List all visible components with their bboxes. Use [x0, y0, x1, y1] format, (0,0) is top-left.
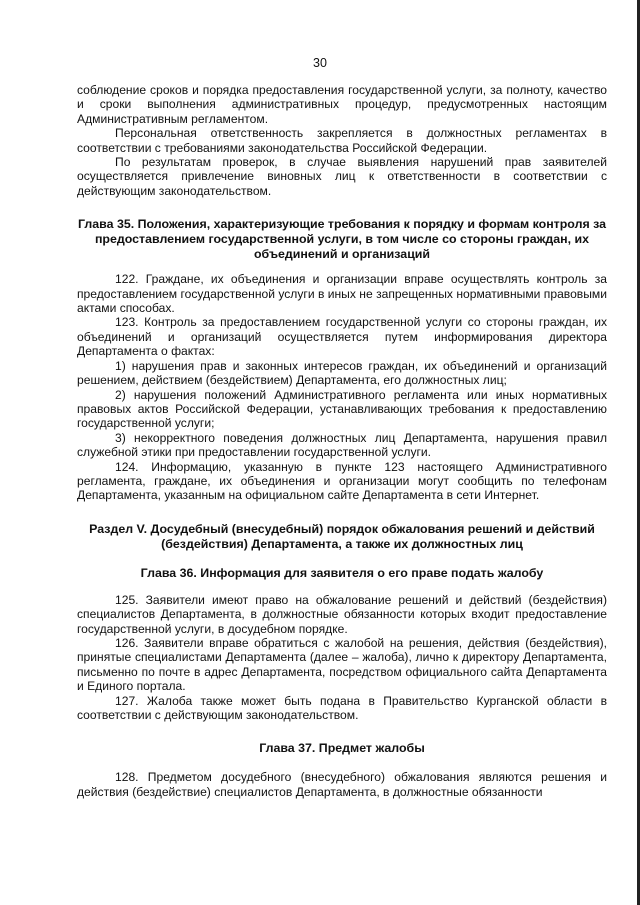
- paragraph-122: 122. Граждане, их объединения и организации вправе осуществлять контроль за предоставлением государственной услуги в иных не запрещенных нормативными правовыми актами способах.: [77, 272, 607, 316]
- page-number: 30: [313, 56, 327, 70]
- paragraph-127: 127. Жалоба также может быть подана в Правительство Курганской области в соответствии с действующим законодательством.: [77, 693, 607, 722]
- chapter-heading-37: Глава 37. Предмет жалобы: [259, 741, 425, 756]
- list-item-2: 2) нарушения положений Административного регламента или иных нормативных правовых актов Российской Федерации, устанавливающих требования к предоставлению государственной услуги;: [77, 387, 607, 431]
- section-heading-v: Раздел V. Досудебный (внесудебный) порядок обжалования решений и действий (бездействия) Департамента, а также их должностных лиц: [89, 521, 595, 551]
- paragraph: По результатам проверок, в случае выявления нарушений прав заявителей осуществляется привлечение виновных лиц к ответственности в соответствии с действующим законодательством.: [77, 155, 607, 198]
- paragraph: соблюдение сроков и порядка предоставления государственной услуги, за полноту, качество и сроки выполнения административных процедур, предусмотренных настоящим Административным регламентом.: [77, 83, 607, 126]
- list-item-1: 1) нарушения прав и законных интересов граждан, их объединений и организаций решением, действием (бездействием) Департамента, его должностных лиц;: [77, 358, 607, 388]
- document-body: [77, 83, 607, 799]
- paragraph: Персональная ответственность закрепляется в должностных регламентах в соответствии с требованиями законодательства Российской Федерации.: [77, 126, 607, 155]
- chapter-heading-36: Глава 36. Информация для заявителя о его праве подать жалобу: [140, 565, 544, 580]
- paragraph-128: 128. Предметом досудебного (внесудебного) обжалования являются решения и действия (бездействие) специалистов Департамента, в должностные обязанности: [77, 770, 607, 799]
- list-item-3: 3) некорректного поведения должностных лиц Департамента, нарушения правил служебной этики при предоставлении государственной услуги.: [77, 430, 607, 460]
- chapter-heading-35: Глава 35. Положения, характеризующие требования к порядку и формам контроля за предоставлением государственной услуги, в том числе со стороны граждан, их объединений и организаций: [77, 217, 606, 262]
- paragraph-125: 125. Заявители имеют право на обжалование решений и действий (бездействия) специалистов Департамента, в должностные обязанности которых входит предоставление государственной услуги, в досудебном порядке.: [77, 592, 607, 636]
- paragraph-123: 123. Контроль за предоставлением государственной услуги со стороны граждан, их объединений и организаций осуществляется путем информирования директора Департамента о фактах:: [77, 315, 607, 359]
- paragraph-124: 124. Информацию, указанную в пункте 123 настоящего Административного регламента, граждане, их объединения и организации могут сообщить по телефонам Департамента, указанным на официальном сайте Департамента в сети Интернет.: [77, 459, 607, 503]
- paragraph-126: 126. Заявители вправе обратиться с жалобой на решения, действия (бездействия), принятые специалистами Департамента (далее – жалоба), лично к директору Департамента, письменно по почте в адрес Департамента, посредством официального сайта Департамента и Единого портала.: [77, 635, 607, 694]
